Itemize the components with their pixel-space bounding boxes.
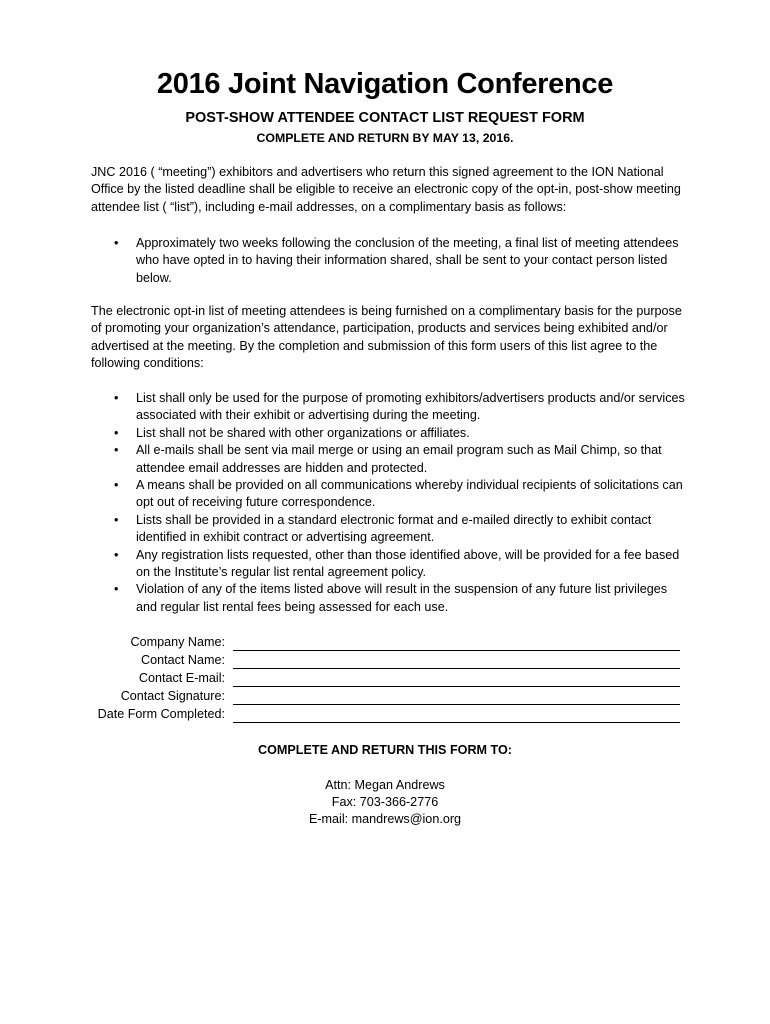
contact-signature-field[interactable] <box>233 704 680 705</box>
list-item <box>114 512 686 547</box>
page-title: 2016 Joint Navigation Conference <box>156 68 614 100</box>
contact-name-row <box>0 652 770 670</box>
list-item <box>114 390 686 425</box>
list-item <box>114 581 686 616</box>
return-fax: Fax: 703-366-2776 <box>331 795 439 809</box>
list-item <box>114 547 686 582</box>
contact-email-row <box>0 670 770 688</box>
list-item-text: All e-mails shall be sent via mail merge or using an email program such as Mail Chimp, so that attendee email addresses are hidden and protected. <box>136 443 662 475</box>
intro-bullet-list <box>114 235 686 287</box>
return-email: E-mail: mandrews@ion.org <box>308 812 462 826</box>
list-item-text: List shall only be used for the purpose of promoting exhibitors/advertisers products and/or services associated with their exhibit or advertising during the meeting. <box>136 391 685 423</box>
list-item <box>114 442 686 477</box>
contact-signature-row <box>0 688 770 706</box>
bullet-icon: • <box>114 391 119 405</box>
list-item-text: Approximately two weeks following the conclusion of the meeting, a final list of meeting attendees who have opted in to having their information shared, shall be sent to your contact person listed below. <box>136 236 679 285</box>
company-name-field[interactable] <box>233 650 680 651</box>
bullet-icon: • <box>114 443 119 458</box>
bullet-icon: • <box>114 425 119 440</box>
date-completed-field[interactable] <box>233 722 680 723</box>
bullet-icon: • <box>114 512 119 527</box>
form-subtitle: POST-SHOW ATTENDEE CONTACT LIST REQUEST FORM <box>185 110 585 126</box>
list-item <box>114 425 686 442</box>
contact-signature-label: Contact Signature: <box>120 689 225 703</box>
return-attn: Attn: Megan Andrews <box>325 778 445 792</box>
contact-name-label: Contact Name: <box>141 653 225 667</box>
company-name-label: Company Name: <box>130 635 225 649</box>
list-item <box>114 235 686 287</box>
contact-name-field[interactable] <box>233 668 680 669</box>
conditions-bullet-list <box>114 390 686 616</box>
date-completed-label: Date Form Completed: <box>97 707 225 721</box>
list-item-text: Lists shall be provided in a standard electronic format and e-mailed directly to exhibit contact identified in exhibit contract or advertising agreement. <box>136 512 652 545</box>
list-item-text: Any registration lists requested, other than those identified above, will be provided for a fee based on the Institute’s regular list rental agreement policy. <box>136 547 680 580</box>
contact-email-field[interactable] <box>233 686 680 687</box>
list-item-text: List shall not be shared with other organizations or affiliates. <box>136 425 470 440</box>
bullet-icon: • <box>114 582 119 597</box>
list-item-text: Violation of any of the items listed above will result in the suspension of any future list privileges and regular list rental fees being assessed for each use. <box>136 582 668 614</box>
contact-email-label: Contact E-mail: <box>138 671 225 685</box>
bullet-icon: • <box>114 236 119 250</box>
bullet-icon: • <box>114 478 119 493</box>
date-completed-row <box>0 706 770 724</box>
conditions-paragraph: The electronic opt-in list of meeting attendees is being furnished on a complimentary basis for the purpose of promoting your organization’s attendance, participation, products and services being exhibited and/or advertised at the meeting. By the completion and submission of this form users of this list agree to the following conditions: <box>91 304 682 371</box>
deadline-notice: COMPLETE AND RETURN BY MAY 13, 2016. <box>256 131 514 145</box>
list-item-text: A means shall be provided on all communications whereby individual recipients of solicitations can opt out of receiving future correspondence. <box>136 478 683 510</box>
return-heading: COMPLETE AND RETURN THIS FORM TO: <box>258 743 512 757</box>
company-name-row <box>0 634 770 652</box>
bullet-icon: • <box>114 547 119 562</box>
list-item <box>114 477 686 512</box>
intro-paragraph: JNC 2016 ( “meeting”) exhibitors and advertisers who return this signed agreement to the ION National Office by the listed deadline shall be eligible to receive an electronic copy of the opt-in, post-show meeting attendee list ( “list”), including e-mail addresses, on a complimentary basis as follows: <box>91 165 681 214</box>
